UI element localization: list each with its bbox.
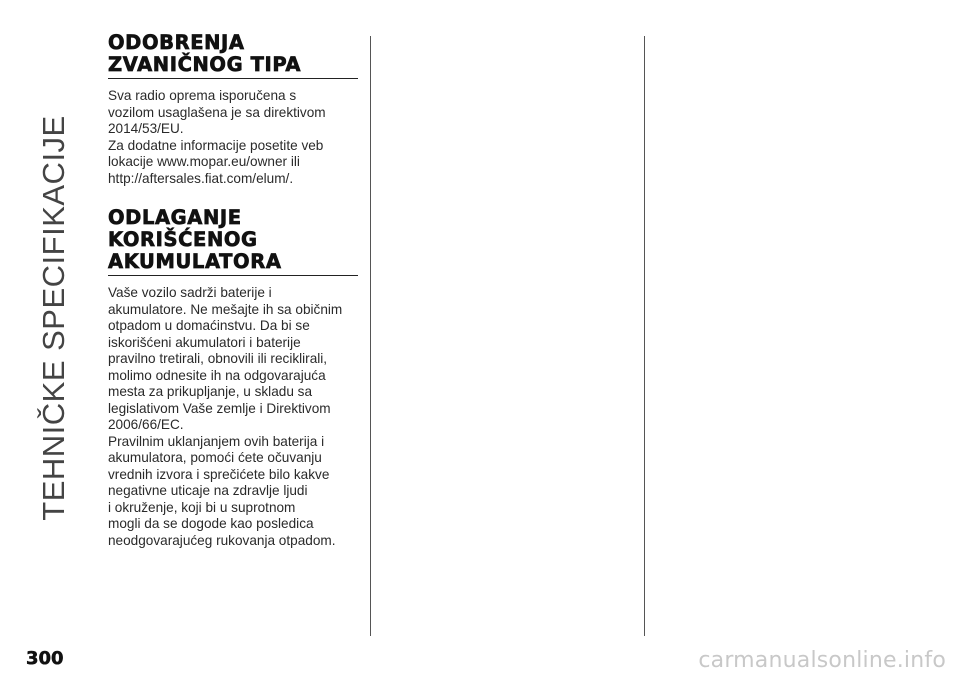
body-line: http://aftersales.fiat.com/elum/. (108, 170, 294, 186)
column-divider (644, 36, 645, 636)
heading-line: ODOBRENJA (108, 31, 245, 54)
body-line: Za dodatne informacije posetite veb (108, 137, 324, 153)
body-line: iskorišćeni akumulatori i baterije (108, 334, 301, 350)
body-line: legislativom Vaše zemlje i Direktivom (108, 400, 331, 416)
heading-line: KORIŠĆENOG (108, 228, 258, 251)
body-line: akumulatore. Ne mešajte ih sa običnim (108, 301, 343, 317)
section-body (108, 285, 358, 549)
section-type-approvals (108, 32, 358, 187)
heading-line: ZVANIČNOG TIPA (108, 53, 302, 76)
heading-line: AKUMULATORA (108, 250, 282, 273)
body-line: pravilno tretirali, obnovili ili reciklirali, (108, 351, 328, 366)
section-heading-underline (108, 207, 358, 276)
content-column (108, 32, 358, 549)
watermark: carmanualsonline.info (698, 648, 946, 673)
page-number: 300 (26, 648, 64, 669)
body-line: mogli da se dogode kao posledica (108, 516, 314, 531)
section-heading-underline (108, 32, 358, 79)
heading-line: ODLAGANJE (108, 206, 242, 229)
body-line: mesta za prikupljanje, u skladu sa (108, 384, 313, 399)
chapter-title: TEHNIČKE SPECIFIKACIJE (36, 115, 71, 521)
section-heading (108, 32, 358, 76)
body-line: i okruženje, koji bi u suprotnom (108, 499, 296, 515)
body-line: neodgovarajućeg rukovanja otpadom. (108, 532, 336, 548)
body-line: negativne uticaje na zdravlje ljudi (108, 483, 308, 498)
body-line: Vaše vozilo sadrži baterije i (108, 285, 272, 300)
section-body (108, 88, 358, 187)
body-line: 2014/53/EU. (108, 121, 184, 136)
section-battery-disposal (108, 207, 358, 549)
section-heading (108, 207, 358, 273)
body-line: 2006/66/EC. (108, 417, 184, 432)
body-line: akumulatora, pomoći ćete očuvanju (108, 450, 322, 465)
body-line: vozilom usaglašena je sa direktivom (108, 104, 326, 120)
body-line: lokacije www.mopar.eu/owner ili (108, 154, 300, 169)
column-divider (370, 36, 371, 636)
body-line: Pravilnim uklanjanjem ovih baterija i (108, 433, 325, 449)
body-line: molimo odnesite ih na odgovarajuća (108, 367, 326, 383)
body-line: otpadom u domaćinstvu. Da bi se (108, 318, 310, 333)
body-line: Sva radio oprema isporučena s (108, 88, 297, 103)
body-line: vrednih izvora i sprečićete bilo kakve (108, 466, 330, 482)
